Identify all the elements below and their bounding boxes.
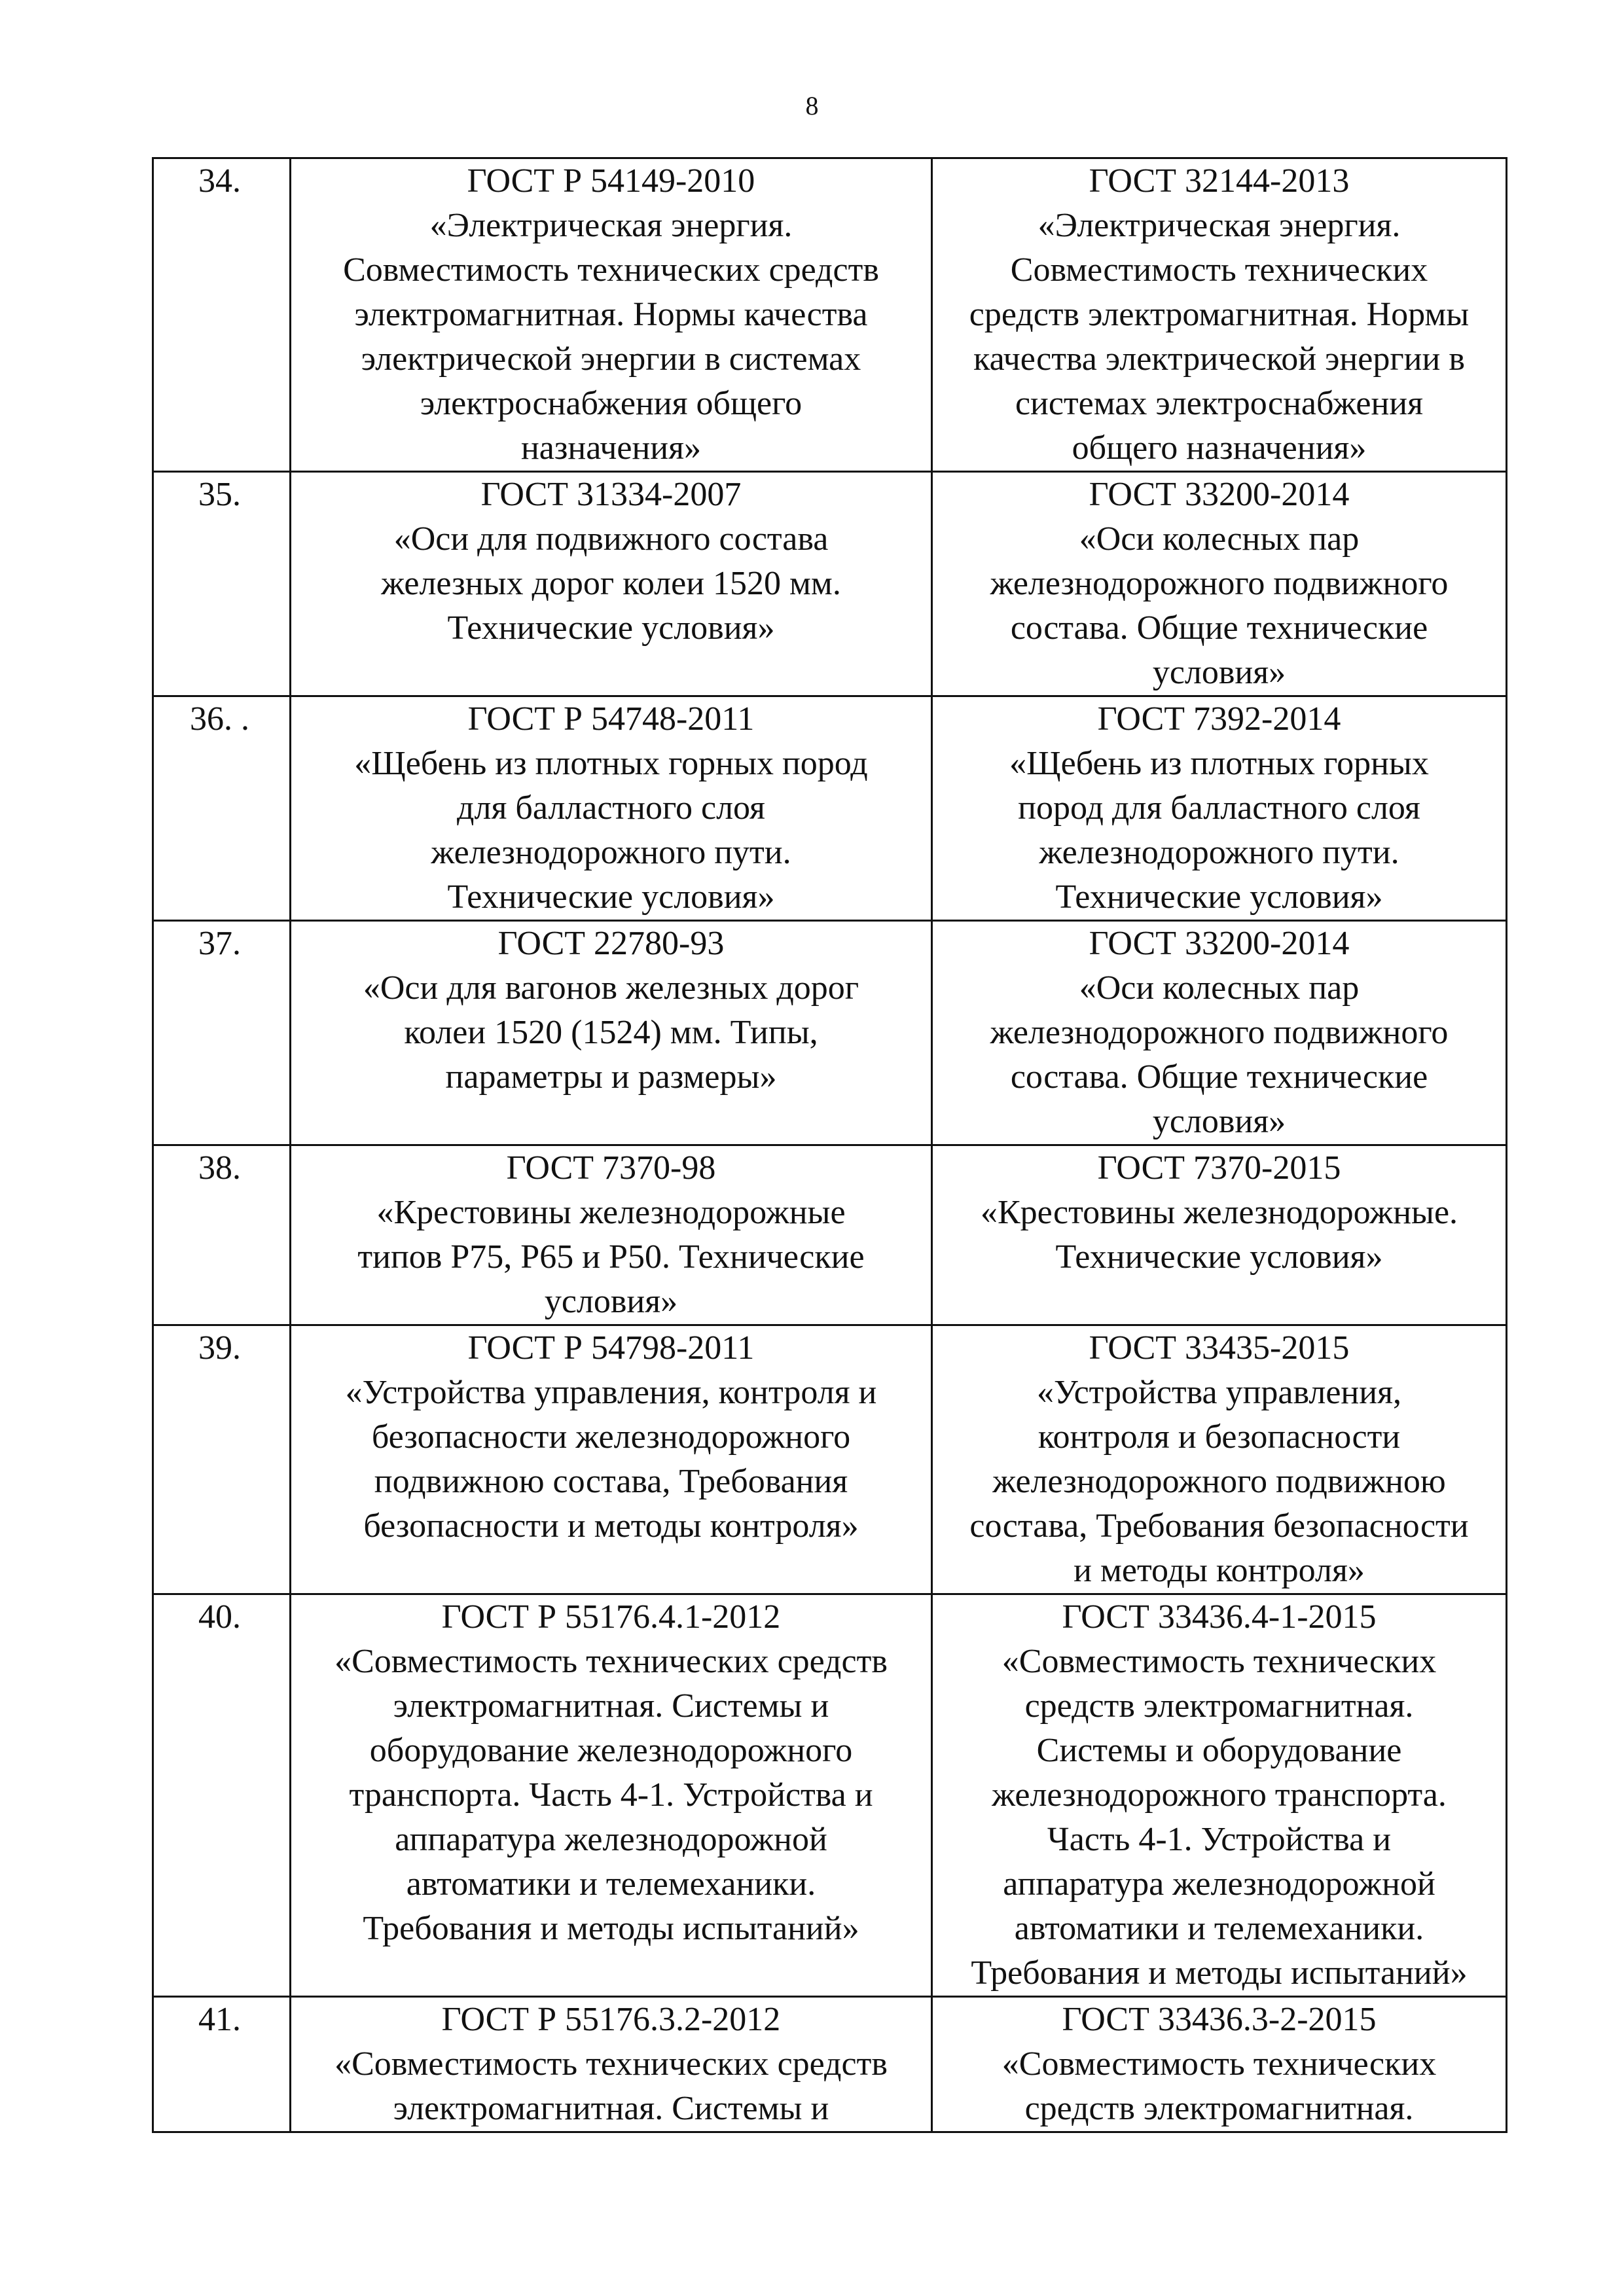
standard-title-line: электромагнитная. Нормы качества [354,296,868,333]
standard-code: ГОСТ Р 54149-2010 [467,162,755,200]
standard-title-line: состава, Требования безопасности [969,1507,1469,1545]
standard-title-line: оборудование железнодорожного [369,1732,853,1769]
table-row [153,1145,1507,1325]
standard-title-line: и методы контроля» [1074,1552,1365,1589]
standard-title-line: «Оси колесных пар [1079,520,1360,558]
standard-title-line: электромагнитная. Системы и [393,1687,829,1725]
old-standard-cell [291,1594,932,1997]
standard-code: ГОСТ 33436.3-2-2015 [1062,2001,1377,2038]
standard-title-line: пород для балластного слоя [1018,789,1420,827]
standard-title-line: Технические условия» [1055,878,1383,916]
standard-title-line: Совместимость технических [1010,251,1428,289]
table-row [153,1997,1507,2132]
standard-title-line: Совместимость технических средств [343,251,879,289]
standard-title-line: общего назначения» [1072,429,1367,467]
new-standard-cell [932,158,1507,472]
new-standard-cell [932,1594,1507,1997]
standard-title-line: автоматики и телемеханики. [1014,1910,1424,1947]
standard-title-line: транспорта. Часть 4-1. Устройства и [349,1776,873,1814]
standard-title-line: «Совместимость технических [1001,2045,1437,2083]
standard-title-line: состава. Общие технические [1010,1058,1428,1096]
new-standard-cell [932,921,1507,1145]
standard-title-line: безопасности железнодорожного [371,1418,851,1456]
table-row [153,921,1507,1145]
old-standard-cell [291,696,932,921]
standard-title-line: Технические условия» [447,609,775,647]
standard-title-line: Технические условия» [447,878,775,916]
standard-title-line: Системы и оборудование [1036,1732,1402,1769]
standard-code: ГОСТ 33436.4-1-2015 [1062,1598,1377,1636]
standard-code: ГОСТ 33435-2015 [1089,1329,1350,1367]
standard-code: ГОСТ 7392-2014 [1097,700,1341,738]
table-row [153,696,1507,921]
standard-title-line: назначения» [520,429,702,467]
standard-title-line: параметры и размеры» [445,1058,777,1096]
standard-title-line: условия» [1152,1103,1286,1140]
row-number: 34. [153,158,291,472]
standard-code: ГОСТ 31334-2007 [480,476,742,513]
standard-title-line: железнодорожного пути. [431,834,791,871]
standard-title-line: «Совместимость технических [1001,1643,1437,1680]
table-row [153,472,1507,696]
standard-code: ГОСТ Р 55176.4.1-2012 [441,1598,781,1636]
row-number: 35. [153,472,291,696]
new-standard-cell [932,696,1507,921]
new-standard-cell [932,1325,1507,1594]
standard-title-line: автоматики и телемеханики. [406,1865,816,1903]
gost-replacement-table [152,157,1507,2133]
standard-title-line: для балластного слоя [457,789,765,827]
standard-code: ГОСТ Р 55176.3.2-2012 [441,2001,781,2038]
standard-code: ГОСТ 32144-2013 [1089,162,1350,200]
standard-title-line: «Щебень из плотных горных пород [354,745,868,782]
standard-code: ГОСТ 22780-93 [497,925,725,962]
standard-title-line: «Оси колесных пар [1079,969,1360,1007]
standard-title-line: «Совместимость технических средств [334,1643,888,1680]
standard-title-line: железнодорожного пути. [1039,834,1399,871]
standard-title-line: «Электрическая энергия. [1038,207,1401,244]
new-standard-cell [932,472,1507,696]
standard-code: ГОСТ Р 54748-2011 [467,700,755,738]
old-standard-cell [291,1997,932,2132]
standard-title-line: «Оси для вагонов железных дорог [363,969,859,1007]
table-body [153,158,1507,2132]
standard-title-line: «Оси для подвижного состава [393,520,829,558]
standard-title-line: состава. Общие технические [1010,609,1428,647]
standard-title-line: аппаратура железнодорожной [1003,1865,1435,1903]
standard-title-line: средств электромагнитная. [1024,2090,1414,2127]
standard-title-line: электромагнитная. Системы и [393,2090,829,2127]
standard-title-line: железнодорожного подвижною [992,1463,1446,1500]
standard-title-line: условия» [544,1283,678,1320]
standard-title-line: типов Р75, Р65 и Р50. Технические [357,1238,865,1276]
standard-title-line: качества электрической энергии в [973,340,1465,378]
standard-title-line: контроля и безопасности [1038,1418,1401,1456]
row-number: 38. [153,1145,291,1325]
standard-title-line: подвижною состава, Требования [374,1463,848,1500]
standard-title-line: Требования и методы испытаний» [971,1954,1468,1992]
standard-title-line: Часть 4-1. Устройства и [1047,1821,1392,1858]
row-number: 37. [153,921,291,1145]
row-number: 39. [153,1325,291,1594]
standard-title-line: «Устройства управления, [1037,1374,1401,1411]
table-row [153,1325,1507,1594]
row-number: 36. . [153,696,291,921]
old-standard-cell [291,1325,932,1594]
standard-title-line: железнодорожного подвижного [990,565,1449,602]
standard-code: ГОСТ 7370-98 [506,1149,716,1187]
standard-title-line: электроснабжения общего [420,385,803,422]
old-standard-cell [291,921,932,1145]
new-standard-cell [932,1145,1507,1325]
old-standard-cell [291,472,932,696]
new-standard-cell [932,1997,1507,2132]
standard-title-line: железнодорожного подвижного [990,1014,1449,1051]
standard-title-line: Технические условия» [1055,1238,1383,1276]
standard-code: ГОСТ 7370-2015 [1097,1149,1341,1187]
old-standard-cell [291,158,932,472]
standard-title-line: «Устройства управления, контроля и [345,1374,877,1411]
standard-title-line: колеи 1520 (1524) мм. Типы, [404,1014,818,1051]
standard-code: ГОСТ 33200-2014 [1089,925,1350,962]
row-number: 40. [153,1594,291,1997]
standard-title-line: «Щебень из плотных горных [1009,745,1429,782]
standard-title-line: безопасности и методы контроля» [363,1507,859,1545]
standard-code: ГОСТ Р 54798-2011 [467,1329,755,1367]
standard-title-line: условия» [1152,654,1286,691]
table-row [153,158,1507,472]
standard-title-line: железнодорожного транспорта. [992,1776,1447,1814]
page-number: 8 [805,91,819,120]
standard-title-line: средств электромагнитная. [1024,1687,1414,1725]
row-number: 41. [153,1997,291,2132]
standard-title-line: электрической энергии в системах [361,340,861,378]
standard-title-line: «Крестовины железнодорожные [376,1194,846,1231]
old-standard-cell [291,1145,932,1325]
standard-title-line: железных дорог колеи 1520 мм. [381,565,841,602]
standard-title-line: аппаратура железнодорожной [395,1821,827,1858]
standard-title-line: «Электрическая энергия. [429,207,793,244]
table-row [153,1594,1507,1997]
standard-title-line: Требования и методы испытаний» [363,1910,859,1947]
standard-title-line: «Совместимость технических средств [334,2045,888,2083]
standard-title-line: средств электромагнитная. Нормы [969,296,1470,333]
standard-title-line: системах электроснабжения [1015,385,1424,422]
standard-title-line: «Крестовины железнодорожные. [980,1194,1458,1231]
standard-code: ГОСТ 33200-2014 [1089,476,1350,513]
